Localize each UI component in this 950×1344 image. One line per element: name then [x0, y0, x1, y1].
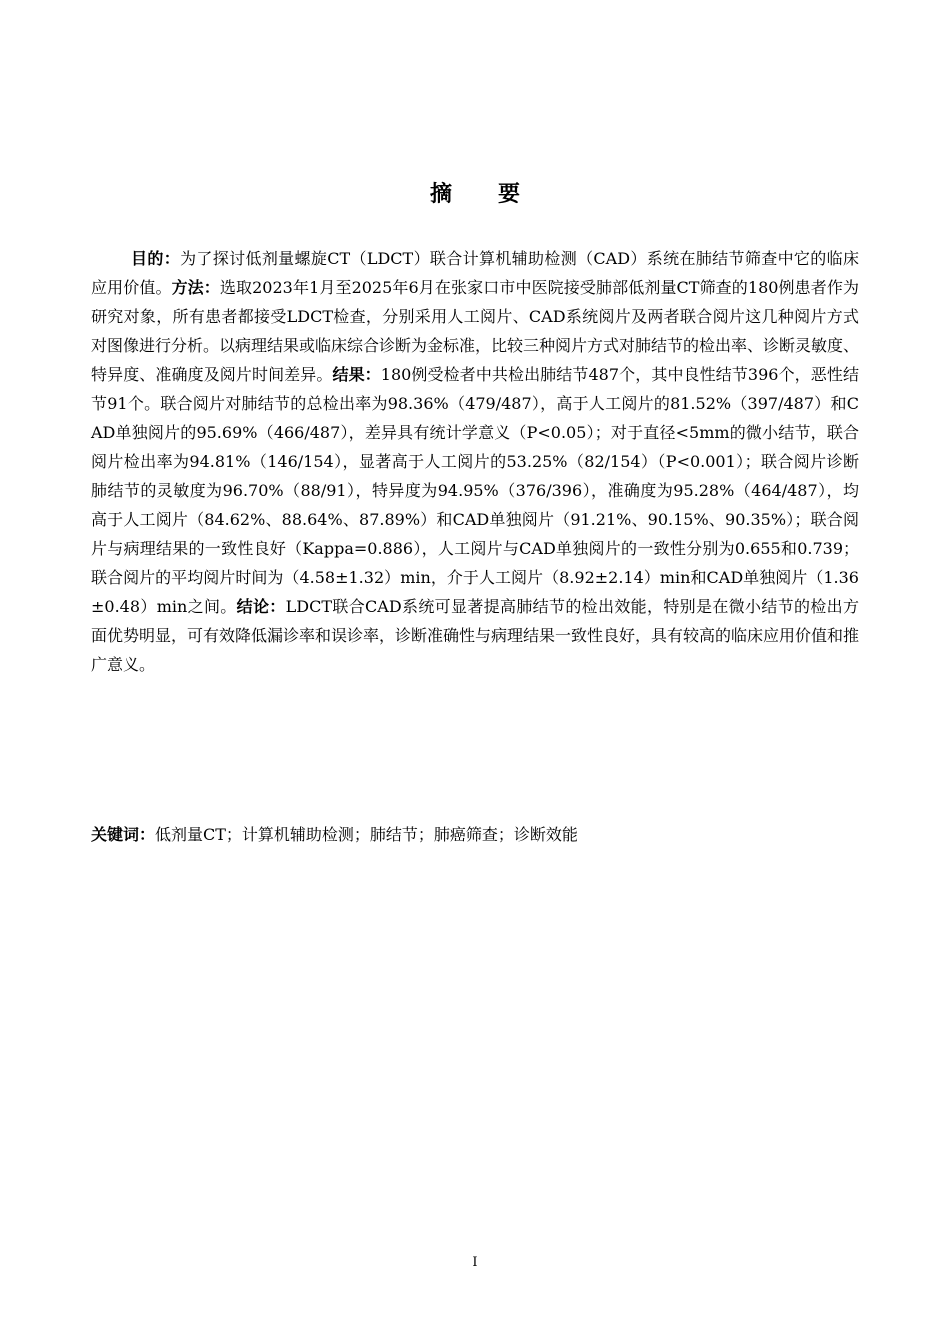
abstract-title: 摘要 [429, 182, 566, 207]
methods-label: 方法： [171, 278, 220, 297]
conclusion-text: LDCT联合CAD系统可显著提高肺结节的检出效能，特别是在微小结节的检出方面优势明显，可有效降低漏诊率和误诊率，诊断准确性与病理结果一致性良好，具有较高的临床应用价值和推广意义。 [91, 597, 860, 674]
results-text: 180例受检者中共检出肺结节487个，其中良性结节396个，恶性结节91个。联合阅片对肺结节的总检出率为98.36%（479/487），高于人工阅片的81.52%（397/487）和CAD单独阅片的95.69%（466/487），差异具有统计学意义（P<0.05）；对于直径<5mm的微小结节，联合阅片检出率为94.81%（146/154），显著高于人工阅片的53.25%（82/154）（P<0.001）；联合阅片诊断肺结节的灵敏度为96.70%（88/91），特异度为94.95%（376/396），准确度为95.28%（464/487），均高于人工阅片（84.62%、88.64%、87.89%）和CAD单独阅片（91.21%、90.15%、90.35%）；联合阅片与病理结果的一致性良好（Kappa=0.886），人工阅片与CAD单独阅片的一致性分别为0.655和0.739；联合阅片的平均阅片时间为（4.58±1.32）min，介于人工阅片（8.92±2.14）min和CAD单独阅片（1.36±0.48）min之间。 [91, 365, 859, 616]
keywords-line [91, 820, 859, 849]
keywords-label: 关键词： [91, 825, 156, 844]
objective-text: 为了探讨低剂量螺旋CT（LDCT）联合计算机辅助检测（CAD）系统在肺结节筛查中它的临床应用价值。 [91, 249, 859, 297]
conclusion-label: 结论： [236, 597, 286, 616]
page-number: I [472, 1255, 478, 1270]
results-label: 结果： [332, 365, 381, 384]
objective-label: 目的： [131, 249, 181, 268]
keywords-text: 低剂量CT；计算机辅助检测；肺结节；肺癌筛查；诊断效能 [155, 825, 578, 844]
methods-text: 选取2023年1月至2025年6月在张家口市中医院接受肺部低剂量CT筛查的180例患者作为研究对象，所有患者都接受LDCT检查，分别采用人工阅片、CAD系统阅片及两者联合阅片这几种阅片方式对图像进行分析。以病理结果或临床综合诊断为金标准，比较三种阅片方式对肺结节的检出率、诊断灵敏度、特异度、准确度及阅片时间差异。 [91, 278, 860, 384]
abstract-body [91, 244, 859, 679]
